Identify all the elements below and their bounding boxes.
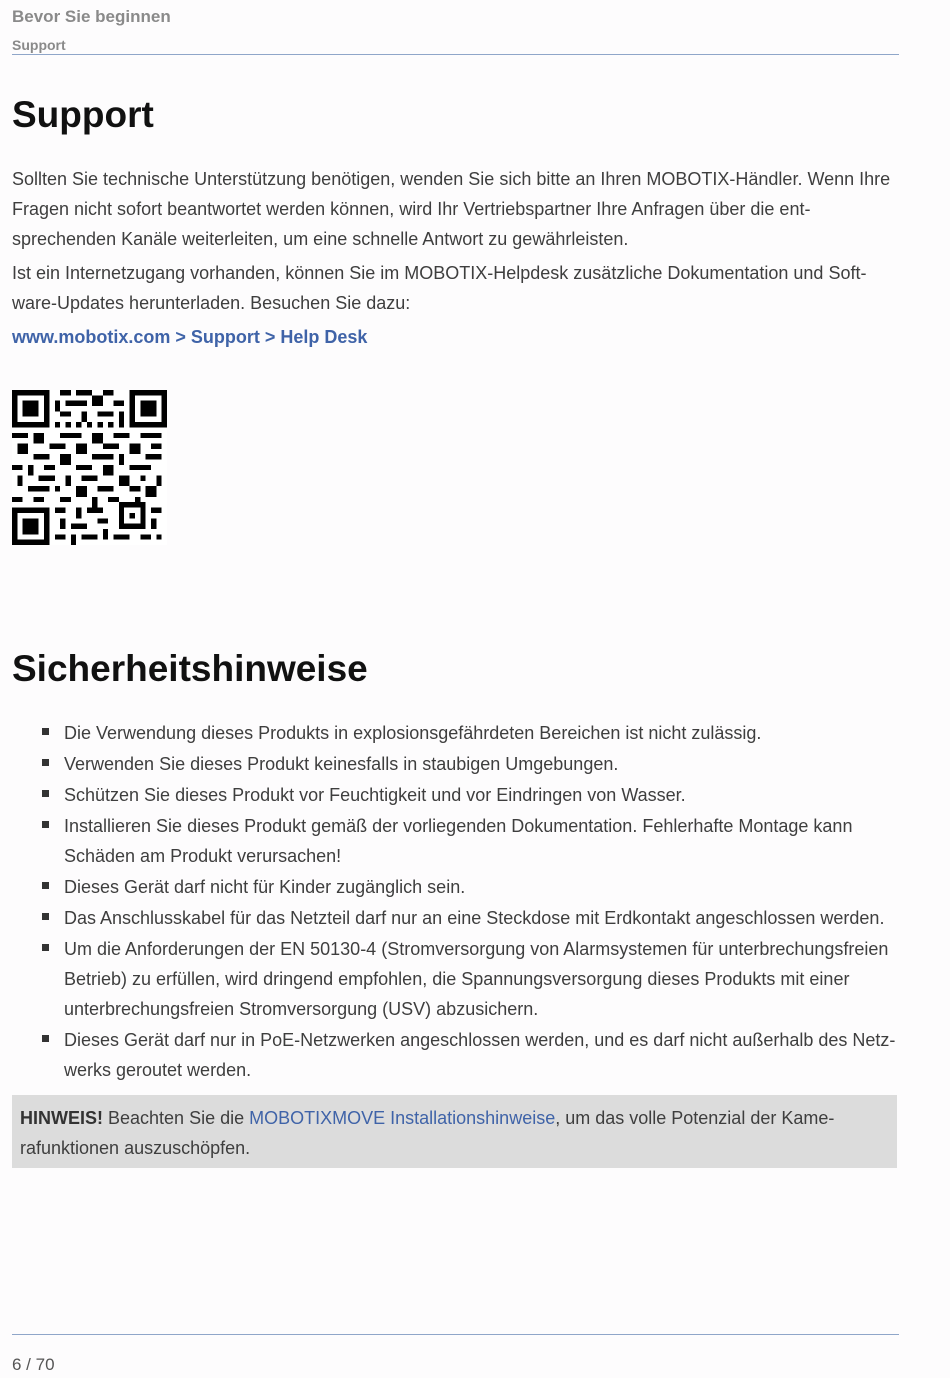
bullet-square-icon (42, 759, 49, 766)
list-item: Das Anschlusskabel für das Netzteil darf nur an eine Steckdose mit Erdkontakt angeschlossen werden. (12, 903, 899, 933)
list-item: Installieren Sie dieses Produkt gemäß der vorliegenden Dokumentation. Fehlerhafte Montage kann Schäden am Produkt verursachen! (12, 811, 899, 871)
list-item: Um die Anforderungen der EN 50130-4 (Stromversorgung von Alarmsystemen für unterbrechungsfreien Betrieb) zu erfüllen, wird dringend empfohlen, die Spannungsversorgung dieses Produkts mit einer unterbrechungsfreien Stromversorgung (USV) abzusichern. (12, 934, 899, 1024)
helpdesk-link[interactable]: www.mobotix.com > Support > Help Desk (12, 327, 368, 347)
installation-notes-link[interactable]: MOBOTIXMOVE Installationshinweise (249, 1108, 556, 1128)
list-item: Schützen Sie dieses Produkt vor Feuchtigkeit und vor Eindringen von Wasser. (12, 780, 899, 810)
safety-list (12, 718, 899, 1086)
list-item: Die Verwendung dieses Produkts in explosionsgefährdeten Bereichen ist nicht zulässig. (12, 718, 899, 748)
bullet-square-icon (42, 790, 49, 797)
list-item: Dieses Gerät darf nur in PoE-Netzwerken angeschlossen werden, und es darf nicht außerhalb des Netz-werks geroutet werden. (12, 1025, 899, 1085)
support-paragraph-1: Sollten Sie technische Unterstützung benötigen, wenden Sie sich bitte an Ihren MOBOTIX-Händler. Wenn Ihre Fragen nicht sofort beantwortet werden können, wird Ihr Vertriebspartner Ihre Anfragen über die ent-sprechenden Kanäle weiterleiten, um eine schnelle Antwort zu gewährleisten. (12, 169, 891, 249)
note-text-pre: Beachten Sie die (103, 1108, 250, 1128)
footer-divider (12, 1334, 899, 1335)
header-chapter: Bevor Sie beginnen (12, 7, 171, 26)
list-item: Dieses Gerät darf nicht für Kinder zugänglich sein. (12, 872, 899, 902)
note-label: HINWEIS! (20, 1108, 103, 1128)
header-divider (12, 54, 899, 55)
bullet-square-icon (42, 821, 49, 828)
bullet-square-icon (42, 1035, 49, 1042)
safety-heading: Sicherheitshinweise (12, 648, 368, 689)
bullet-square-icon (42, 944, 49, 951)
bullet-square-icon (42, 913, 49, 920)
list-item: Verwenden Sie dieses Produkt keinesfalls in staubigen Umgebungen. (12, 749, 899, 779)
bullet-square-icon (42, 728, 49, 735)
bullet-square-icon (42, 882, 49, 889)
page-number: 6 / 70 (12, 1355, 55, 1374)
header-section: Support (12, 37, 66, 53)
qr-code (12, 390, 167, 545)
note-text-post: , um das volle Potenzial der Kame-rafunktionen auszuschöpfen. (20, 1108, 835, 1158)
note-box (12, 1095, 897, 1168)
support-heading: Support (12, 94, 154, 135)
support-paragraph-2: Ist ein Internetzugang vorhanden, können Sie im MOBOTIX-Helpdesk zusätzliche Dokumentation und Soft-ware-Updates herunterladen. Besuchen Sie dazu: (12, 263, 867, 313)
